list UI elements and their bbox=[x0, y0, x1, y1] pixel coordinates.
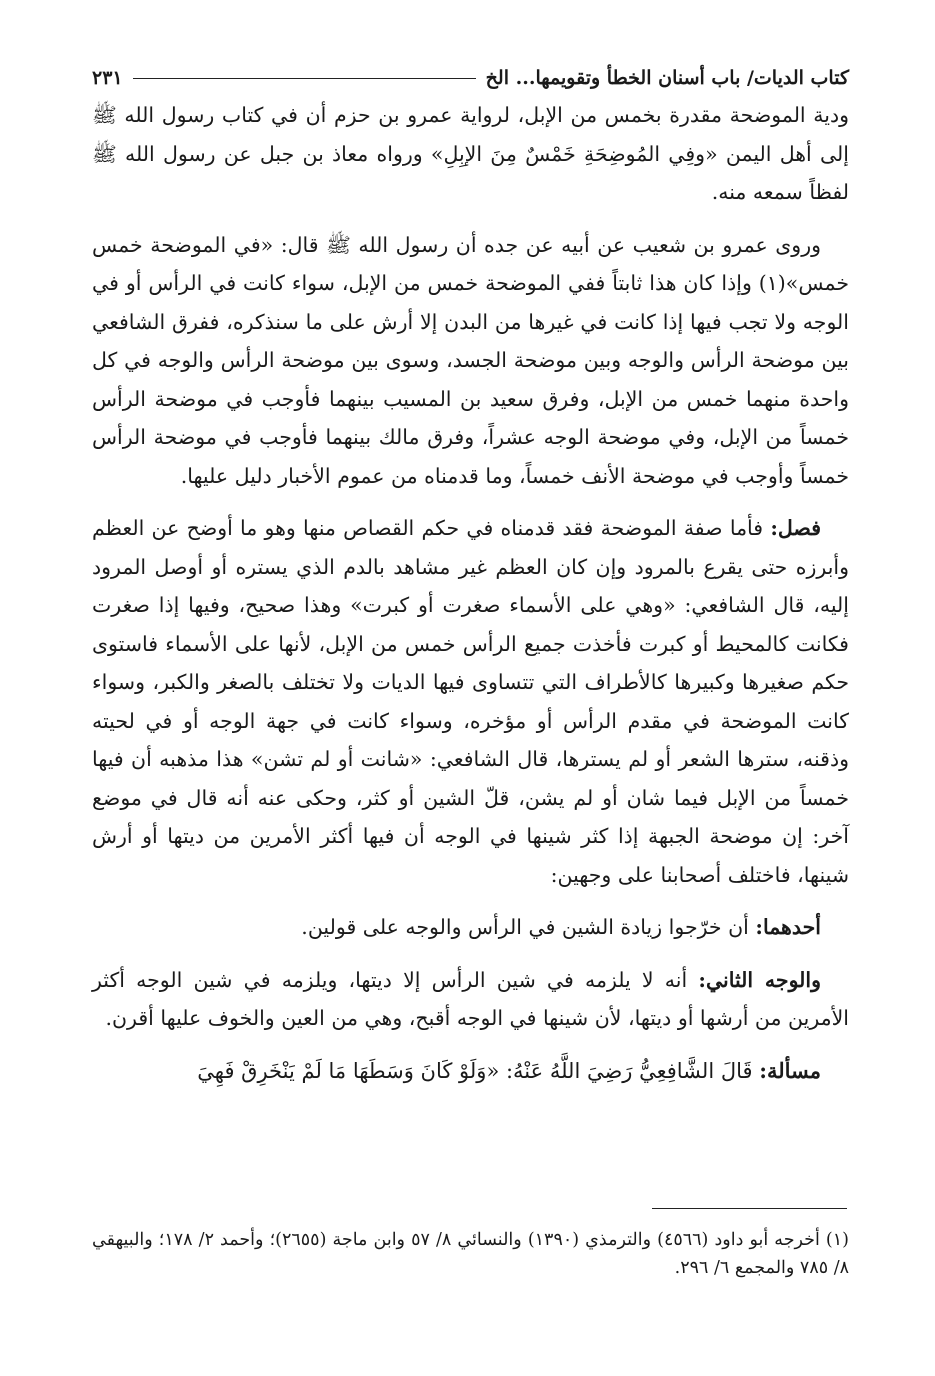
footnote-separator bbox=[652, 1208, 847, 1209]
footnote-1: (١) أخرجه أبو داود (٤٥٦٦) والترمذي (١٣٩٠) والنسائي ٨/ ٥٧ وابن ماجة (٢٦٥٥)؛ وأحمد ٢/ ١٧٨؛ والبيهقي ٨/ ٧٨٥ والمجمع ٦/ ٢٩٦. bbox=[92, 1230, 849, 1278]
paragraph-6 bbox=[92, 1052, 849, 1091]
paragraph-3 bbox=[92, 509, 849, 894]
paragraph-2: وروى عمرو بن شعيب عن أبيه عن جده أن رسول الله ﷺ قال: «في الموضحة خمس خمس»(١) وإذا كان هذا ثابتاً ففي الموضحة خمس من الإبل، سواء كانت في الرأس أو في الوجه ولا تجب فيها إذا كانت في غيرها من البدن إلا أرش على ما سنذكره، ففرق الشافعي بين موضحة الرأس والوجه وبين موضحة الجسد، وسوى بين موضحة الرأس والوجه في كل واحدة منهما خمس من الإبل، وفرق سعيد بن المسيب بينهما فأوجب في موضحة الرأس خمساً من الإبل، وفي موضحة الوجه عشراً، وفرق مالك بينهما فأوجب في موضحة الرأس خمساً وأوجب في موضحة الأنف خمساً، وما قدمناه من عموم الأخبار دليل عليها. bbox=[92, 232, 849, 488]
paragraph-5 bbox=[92, 961, 849, 1038]
page-body bbox=[92, 60, 849, 1090]
paragraph-1: ودية الموضحة مقدرة بخمس من الإبل، لرواية عمرو بن حزم أن في كتاب رسول الله ﷺ إلى أهل اليمن «وفِي المُوضِحَةِ خَمْسٌ مِنَ الإبِلِ» ورواه معاذ بن جبل عن رسول الله ﷺ لفظاً سمعه منه. bbox=[92, 103, 849, 204]
paragraph-4-text: أن خرّجوا زيادة الشين في الرأس والوجه على قولين. bbox=[301, 915, 756, 939]
header-rule bbox=[133, 78, 476, 79]
paragraph-5-text: أنه لا يلزمه في شين الرأس إلا ديتها، ويلزمه في شين الوجه أكثر الأمرين من أرشها أو ديتها، لأن شينها في الوجه أقبح، وهي من العين والخوف عليها أقرن. bbox=[92, 967, 849, 1030]
running-header bbox=[92, 60, 849, 96]
label-first-view: أحدهما: bbox=[755, 915, 821, 939]
label-masala: مسألة: bbox=[759, 1057, 821, 1083]
paragraph-6-text: قَالَ الشَّافِعِيُّ رَضِيَ اللَّهُ عَنْهُ: «وَلَوْ كَانَ وَسَطَهَا مَا لَمْ يَنْخَرِقْ فَهِيَ bbox=[197, 1058, 760, 1083]
label-second-view: والوجه الثاني: bbox=[698, 967, 821, 992]
section-label-fasl: فصل: bbox=[770, 516, 821, 540]
paragraph-3-text: فأما صفة الموضحة فقد قدمناه في حكم القصاص منها وهو ما أوضح عن العظم وأبرزه حتى يقرع بالمرود وإن كان العظم غير مشاهد بالدم الذي يستره أو أوصل المرود إليه، قال الشافعي: «وهي على الأسماء صغرت أو كبرت» وهذا صحيح، وفيها إذا صغرت فكانت كالمحيط أو كبرت فأخذت جميع الرأس خمس من الإبل، لأنها على الأسماء فاستوى حكم صغيرها وكبيرها كالأطراف التي تتساوى فيها الديات ولا تختلف بالصغر والكبر، وسواء كانت الموضحة في مقدم الرأس أو مؤخره، وسواء كانت في جهة الوجه أو في لحيته وذقنه، سترها الشعر أو لم يسترها، قال الشافعي: «شانت أو لم تشن» هذا مذهبه أن فيها خمساً من الإبل فيما شان أو لم يشن، قلّ الشين أو كثر، وحكى عنه أنه قال في موضع آخر: إن موضحة الجبهة إذا كثر شينها في الوجه أن فيها أكثر الأمرين من ديتها أو أرش شينها، فاختلف أصحابنا على وجهين: bbox=[92, 516, 849, 887]
header-title: كتاب الديات/ باب أسنان الخطأ وتقويمها... الخ bbox=[485, 67, 849, 89]
footnotes bbox=[92, 1226, 849, 1282]
paragraph-4 bbox=[92, 908, 849, 947]
page-number: ٢٣١ bbox=[92, 67, 123, 89]
